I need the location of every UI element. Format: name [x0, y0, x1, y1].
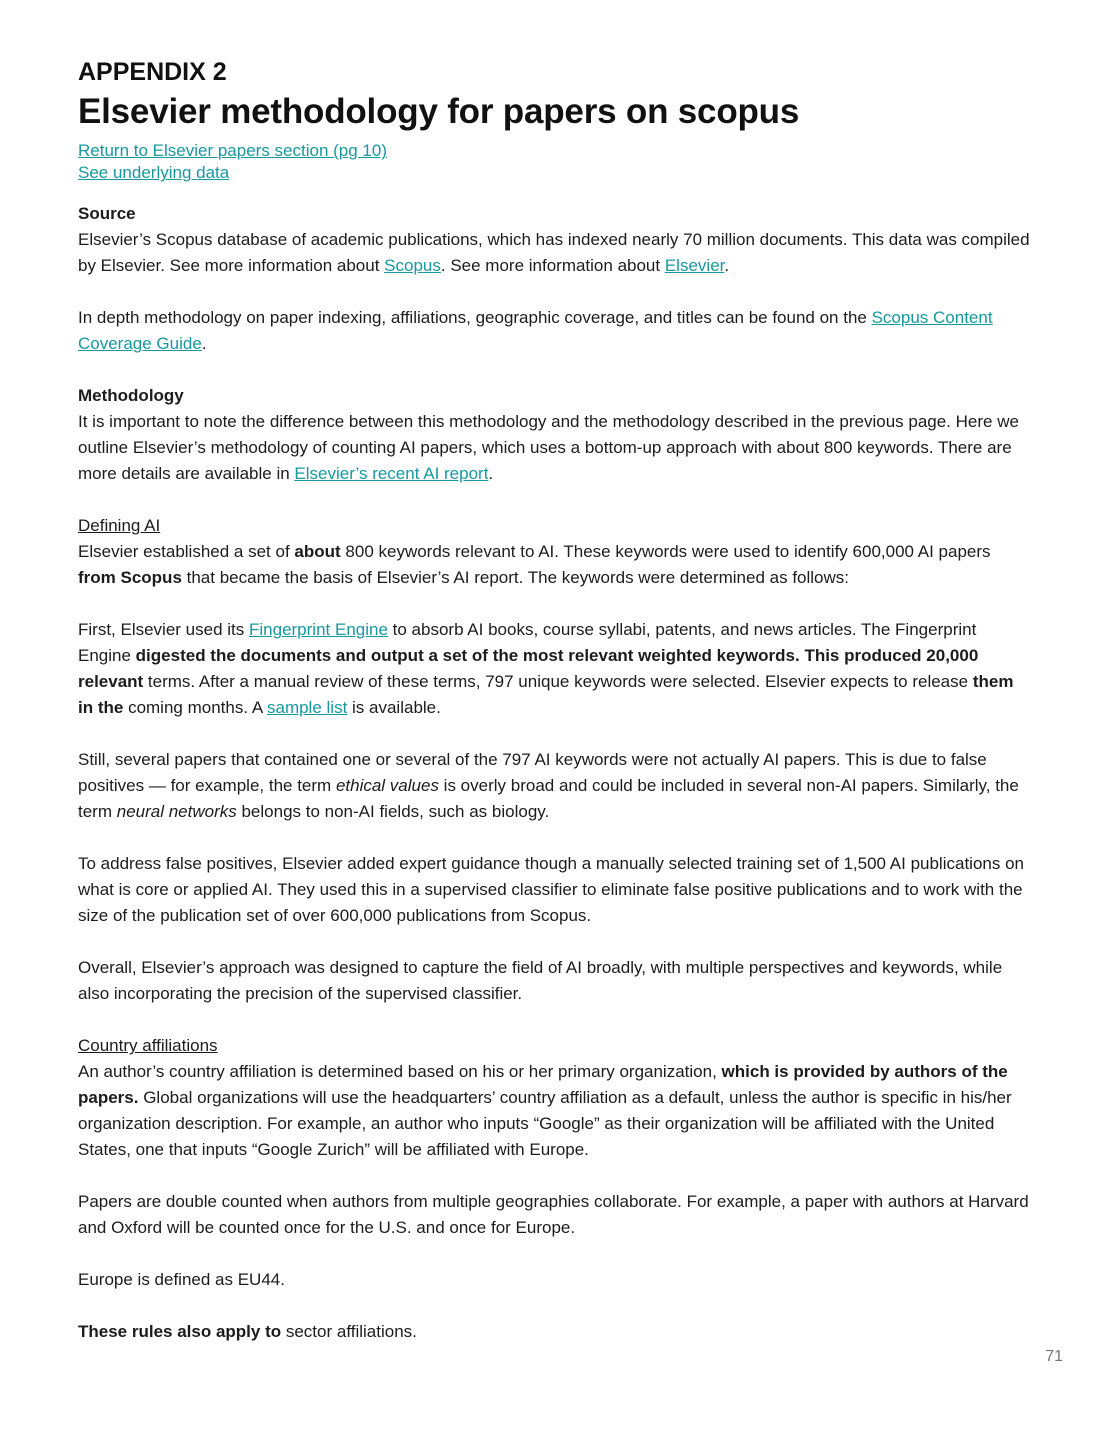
section-heading-defining-ai: Defining AI [78, 516, 161, 536]
text-run: belongs to non-AI fields, such as biology. [236, 802, 550, 822]
text-run: To address false positives, Elsevier added expert guidance though a manually selected training set of 1,500 AI publications on what is core or applied AI. They used this in a supervised classifier to eliminate false positive publications and to work with the size of the publication set of over 600,000 publications from Scopus. [78, 854, 1024, 926]
paragraph [78, 539, 1031, 591]
paragraph [78, 851, 1031, 929]
section-defining-ai [78, 513, 1031, 1007]
text-run: Papers are double counted when authors from multiple geographies collaborate. For example, a paper with authors at Harvard and Oxford will be counted once for the U.S. and once for Europe. [78, 1192, 1029, 1238]
see-underlying-data-link[interactable]: See underlying data [78, 163, 230, 183]
text-run: First, Elsevier used its [78, 620, 249, 640]
text-run: Elsevier’s Scopus database of academic publications, which has indexed nearly 70 million documents. This data was compiled by Elsevier. See more information about [78, 230, 1030, 276]
text-run: Europe is defined as EU44. [78, 1270, 285, 1290]
paragraph [78, 1059, 1031, 1163]
page-title: Elsevier methodology for papers on scopus [78, 92, 800, 132]
paragraph [78, 1267, 1031, 1293]
text-run: sector affiliations. [281, 1322, 417, 1342]
text-run: ethical values [335, 776, 439, 796]
text-run: 800 keywords relevant to AI. These keywords were used to identify 600,000 AI papers [340, 542, 991, 562]
text-run: that became the basis of Elsevier’s AI report. The keywords were determined as follows: [181, 568, 850, 588]
text-run: terms. After a manual review of these terms, 797 unique keywords were selected. Elsevier expects to release [143, 672, 973, 692]
section-heading-source: Source [78, 204, 136, 224]
text-run: digested the documents and output a set of the most relevant weighted keywords. This produced 20,000 relevant [78, 646, 979, 692]
text-run: which is provided by authors of the papers. [78, 1062, 1008, 1108]
text-run: . See more information about [440, 256, 665, 276]
page-number: 71 [1045, 1348, 1063, 1365]
paragraph [78, 747, 1031, 825]
text-run: from Scopus [78, 568, 182, 588]
text-run: them in the [78, 672, 1014, 718]
text-run: Overall, Elsevier’s approach was designed to capture the field of AI broadly, with multiple perspectives and keywords, while also incorporating the precision of the supervised classifier. [78, 958, 1003, 1004]
paragraph [78, 227, 1031, 279]
fingerprint-engine-link[interactable]: Fingerprint Engine [249, 620, 388, 640]
text-run: Still, several papers that contained one or several of the 797 AI keywords were not actually AI papers. This is due to false positives — for example, the term [78, 750, 987, 796]
paragraph [78, 1189, 1031, 1241]
text-run: about [294, 542, 341, 562]
scopus-link[interactable]: Scopus [384, 256, 441, 276]
sample-list-link[interactable]: sample list [266, 698, 348, 718]
paragraph [78, 409, 1031, 487]
text-run: . [724, 256, 730, 276]
elsevier-recent-ai-report-link[interactable]: Elsevier’s recent AI report [294, 464, 489, 484]
appendix-kicker: APPENDIX 2 [78, 58, 227, 86]
text-run: coming months. A [123, 698, 267, 718]
section-heading-country-affiliations: Country affiliations [78, 1036, 218, 1056]
section-country-affiliations [78, 1033, 1031, 1345]
text-run: In depth methodology on paper indexing, affiliations, geographic coverage, and titles can be found on the [78, 308, 872, 328]
section-source [78, 201, 1031, 357]
document-body [78, 201, 1031, 1345]
section-heading-methodology: Methodology [78, 386, 184, 406]
text-run: An author’s country affiliation is determined based on his or her primary organization, [78, 1062, 722, 1082]
return-to-elsevier-papers-link[interactable]: Return to Elsevier papers section (pg 10) [78, 141, 387, 161]
text-run: to absorb AI books, course syllabi, patents, and news articles. The Fingerprint Engine [78, 620, 977, 666]
text-run: . [201, 334, 207, 354]
paragraph [78, 617, 1031, 721]
section-methodology [78, 383, 1031, 487]
text-run: . [488, 464, 494, 484]
nav-links [78, 140, 1031, 184]
text-run: Global organizations will use the headquarters’ country affiliation as a default, unless the author is specific in his/her organization description. For example, an author who inputs “Google” as their organization will be affiliated with the United States, one that inputs “Google Zurich” will be affiliated with Europe. [78, 1088, 1012, 1160]
scopus-content-coverage-guide-link[interactable]: Scopus Content Coverage Guide [78, 308, 993, 354]
text-run: neural networks [116, 802, 237, 822]
paragraph [78, 955, 1031, 1007]
text-run: It is important to note the difference between this methodology and the methodology described in the previous page. Here we outline Elsevier’s methodology of counting AI papers, which uses a bottom-up approach with about 800 keywords. There are more details are available in [78, 412, 1019, 484]
text-run: is available. [347, 698, 441, 718]
elsevier-link[interactable]: Elsevier [664, 256, 725, 276]
text-run: These rules also apply to [78, 1322, 282, 1342]
paragraph [78, 305, 1031, 357]
text-run: is overly broad and could be included in several non-AI papers. Similarly, the term [78, 776, 1019, 822]
paragraph [78, 1319, 1031, 1345]
text-run: Elsevier established a set of [78, 542, 295, 562]
